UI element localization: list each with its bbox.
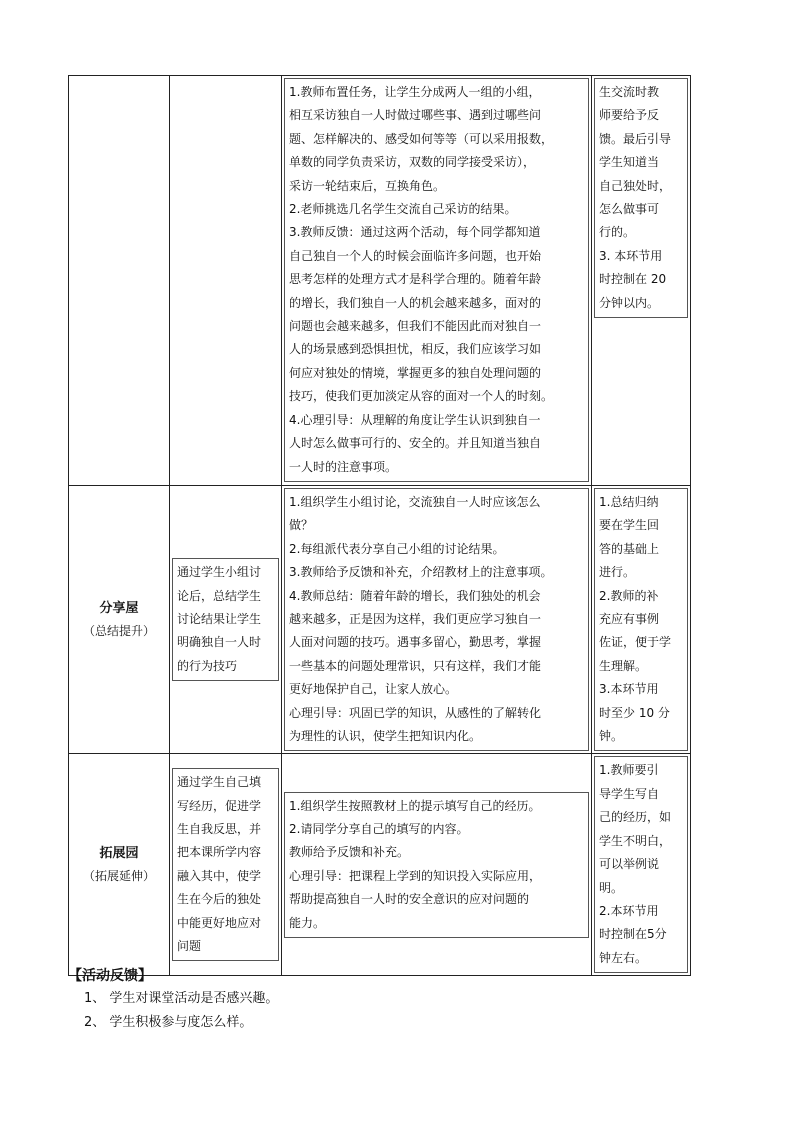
process-line: 思考怎样的处理方式才是科学合理的。随着年龄 [289,272,542,287]
notes-line: 时控制在 20 [599,272,667,287]
table-row-continued [69,76,691,486]
goal-cell [170,486,282,754]
process-line: 一人时的注意事项。 [289,459,398,474]
process-line: 题、怎样解决的、感受如何等等（可以采用报数， [289,131,554,146]
goal-line: 融入其中，使学 [177,868,262,883]
notes-line: 自己独处时， [599,178,672,193]
process-line: 人时怎么做事可行的、安全的。并且知道当独自 [289,436,542,451]
goal-line: 通过学生小组讨 [177,565,262,580]
process-line: 教师给予反馈和补充。 [289,845,410,860]
feedback-item: 1、 学生对课堂活动是否感兴趣。 [84,991,279,1006]
notes-line: 1.总结归纳 [599,495,659,509]
goal-line: 中能更好地应对 [177,915,262,930]
notes-line: 时控制在5分 [599,927,667,942]
lesson-plan-table [68,75,691,976]
goal-line: 写经历，促进学 [177,798,262,813]
process-line: 采访一轮结束后，互换角色。 [289,178,446,193]
notes-line: 时至少 10 分 [599,705,670,720]
process-line: 2.每组派代表分享自己小组的讨论结果。 [289,541,505,556]
process-line: 问题也会越来越多，但我们不能因此而对独自一 [289,319,542,334]
stage-cell [69,486,170,754]
table-row-extend [69,754,691,976]
notes-line: 己的经历，如 [599,810,672,825]
activity-feedback-section [68,965,278,1035]
goal-line: 生自我反思，并 [177,821,262,836]
process-line: 为理性的认识，使学生把知识内化。 [289,729,482,744]
goal-box [172,558,279,681]
notes-line: 钟。 [599,729,624,744]
process-cell [282,486,592,754]
notes-cell [592,76,691,486]
feedback-item: 2、 学生积极参与度怎么样。 [84,1015,253,1030]
goal-line: 把本课所学内容 [177,845,262,860]
notes-line: 导学生写自 [599,786,660,801]
notes-box [594,488,688,751]
notes-line: 钟左右。 [599,950,648,965]
notes-line: 答的基础上 [599,541,660,556]
process-line: 1.组织学生按照教材上的提示填写自己的经历。 [289,798,541,813]
notes-line: 1.教师要引 [599,763,659,778]
process-cell [282,76,592,486]
goal-cell [170,754,282,976]
process-line: 一些基本的问题处理常识，只有这样，我们才能 [289,658,542,673]
process-line: 3.教师给予反馈和补充，介绍教材上的注意事项。 [289,565,553,580]
process-line: 心理引导：把课程上学到的知识投入实际应用， [289,868,542,883]
goal-line: 问题 [177,939,202,954]
notes-line: 2.教师的补 [599,588,659,603]
notes-cell [592,486,691,754]
process-line: 帮助提高独自一人时的安全意识的应对问题的 [289,892,530,907]
process-line: 心理引导：巩固已学的知识，从感性的了解转化 [289,705,542,720]
notes-line: 2.本环节用 [599,903,659,918]
goal-line: 论后，总结学生 [177,588,262,603]
notes-line: 3. 本环节用 [599,248,663,263]
notes-line: 学生知道当 [599,155,660,170]
process-line: 更好地保护自己，让家人放心。 [289,682,458,697]
goal-line: 讨论结果让学生 [177,612,262,627]
stage-subtitle: （总结提升） [82,623,155,638]
goal-box [172,768,279,961]
notes-line: 怎么做事可 [599,202,660,217]
goal-line: 通过学生自己填 [177,775,262,790]
process-line: 的增长，我们独自一人的机会越来越多，面对的 [289,295,542,310]
goal-cell [170,76,282,486]
goal-line: 生在今后的独处 [177,892,262,907]
notes-line: 进行。 [599,565,636,580]
process-line: 相互采访独自一人时做过哪些事、遇到过哪些问 [289,108,542,123]
stage-subtitle: （拓展延伸） [82,868,155,883]
notes-line: 生交流时教 [599,85,660,99]
notes-line: 师要给予反 [599,108,660,123]
notes-cell [592,754,691,976]
process-line: 2.老师挑选几名学生交流自己采访的结果。 [289,202,517,217]
process-line: 何应对独处的情境，掌握更多的独自处理问题的 [289,365,542,380]
stage-cell [69,76,170,486]
notes-line: 3.本环节用 [599,682,659,697]
goal-line: 明确独自一人时 [177,635,262,650]
notes-line: 明。 [599,880,624,895]
process-line: 1.教师布置任务，让学生分成两人一组的小组， [289,85,541,99]
notes-line: 学生不明白， [599,833,672,848]
process-line: 1.组织学生小组讨论，交流独自一人时应该怎么 [289,495,541,509]
process-line: 自己独自一个人的时候会面临许多问题，也开始 [289,248,542,263]
goal-line: 的行为技巧 [177,658,238,673]
process-cell [282,754,592,976]
notes-line: 馈。最后引导 [599,131,672,146]
process-box [284,488,589,751]
feedback-heading: 【活动反馈】 [68,968,152,984]
notes-line: 可以举例说 [599,857,660,872]
process-line: 2.请同学分享自己的填写的内容。 [289,821,469,836]
process-line: 技巧，使我们更加淡定从容的面对一个人的时刻。 [289,389,554,404]
table-row-share [69,486,691,754]
process-line: 单数的同学负责采访，双数的同学接受采访）， [289,155,536,170]
process-line: 人面对问题的技巧。遇事多留心，勤思考，掌握 [289,635,542,650]
process-line: 4.教师总结：随着年龄的增长，我们独处的机会 [289,588,541,603]
process-line: 4.心理引导：从理解的角度让学生认识到独自一 [289,412,541,427]
stage-cell [69,754,170,976]
notes-line: 佐证，便于学 [599,635,672,650]
stage-title: 分享屋 [99,600,139,616]
notes-line: 生理解。 [599,658,648,673]
process-line: 能力。 [289,915,326,930]
notes-line: 行的。 [599,225,636,240]
notes-line: 充应有事例 [599,612,660,627]
process-line: 做？ [289,518,314,533]
notes-box [594,78,688,318]
process-line: 人的场景感到恐惧担忧，相反，我们应该学习如 [289,342,542,357]
notes-box [594,756,688,973]
stage-title: 拓展园 [99,845,139,861]
process-line: 3.教师反馈：通过这两个活动，每个同学都知道 [289,225,541,240]
process-box [284,792,589,938]
process-box [284,78,589,482]
notes-line: 要在学生回 [599,518,660,533]
process-line: 越来越多，正是因为这样，我们更应学习独自一 [289,612,542,627]
notes-line: 分钟以内。 [599,295,660,310]
